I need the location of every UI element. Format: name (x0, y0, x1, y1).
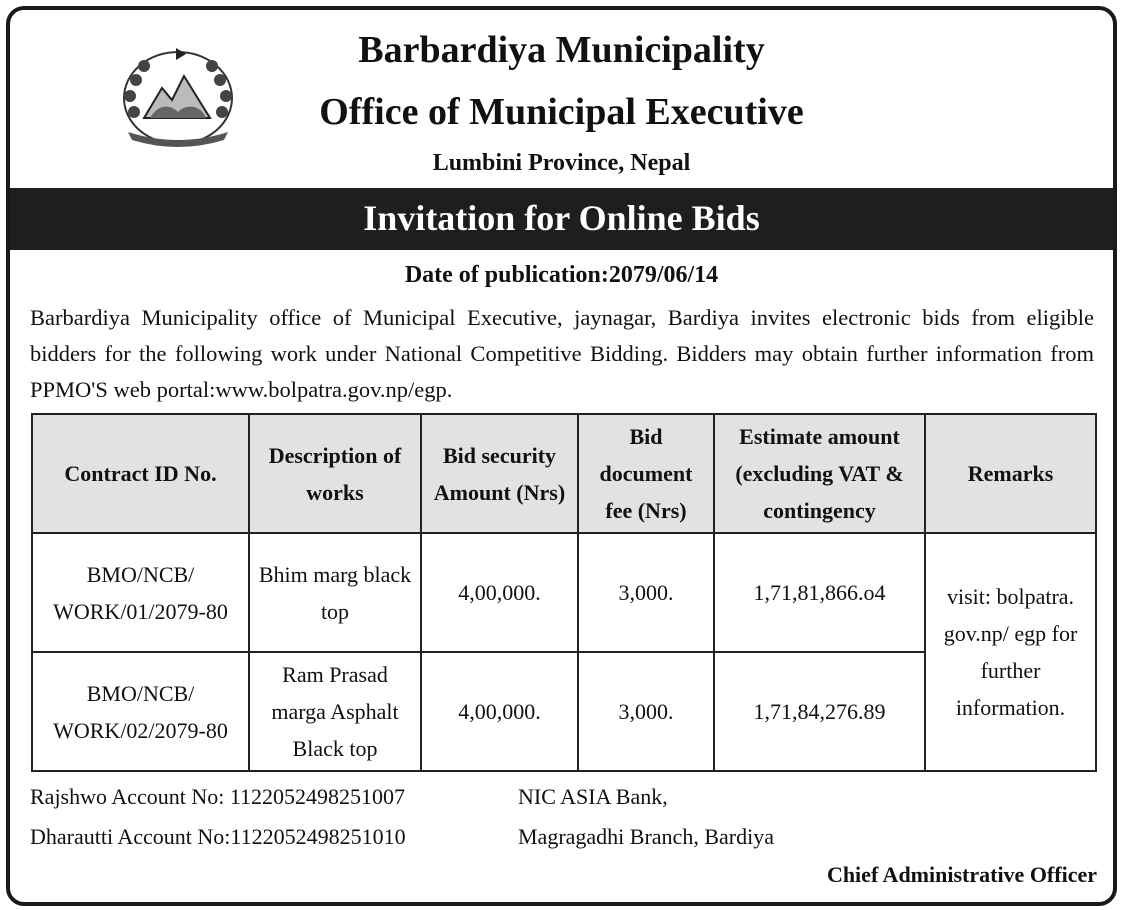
office-name: Office of Municipal Executive (319, 91, 804, 133)
description-cell: Bhim marg black top (249, 533, 421, 652)
publication-date: Date of publication:2079/06/14 (404, 262, 719, 288)
province-line: Lumbini Province, Nepal (432, 150, 691, 176)
header-estimate: Estimate amount (excluding VAT & contingency (714, 414, 925, 533)
bank-name: NIC ASIA Bank, (518, 784, 668, 809)
bids-table (31, 413, 1097, 772)
header-remarks: Remarks (925, 414, 1096, 533)
signoff: Chief Administrative Officer (826, 862, 1097, 887)
header-bid-security: Bid security Amount (Nrs) (421, 414, 578, 533)
contract-id-cell: BMO/NCB/ WORK/02/2079-80 (32, 652, 249, 771)
header-doc-fee: Bid document fee (Nrs) (578, 414, 714, 533)
estimate-cell: 1,71,81,866.o4 (714, 533, 925, 652)
dharautti-account: Dharautti Account No:1122052498251010 (30, 824, 406, 849)
title-banner (10, 188, 1113, 250)
bid-security-cell: 4,00,000. (421, 652, 578, 771)
remarks-cell: visit: bolpatra. gov.np/ egp for further information. (925, 533, 1096, 771)
notice-frame (6, 6, 1117, 906)
bid-security-cell: 4,00,000. (421, 533, 578, 652)
org-name: Barbardiya Municipality (358, 29, 765, 71)
banner-title: Invitation for Online Bids (363, 198, 760, 238)
rajshwo-account: Rajshwo Account No: 1122052498251007 (30, 784, 405, 809)
bank-branch: Magragadhi Branch, Bardiya (518, 824, 774, 849)
header-description: Description of works (249, 414, 421, 533)
doc-fee-cell: 3,000. (578, 652, 714, 771)
doc-fee-cell: 3,000. (578, 533, 714, 652)
contract-id-cell: BMO/NCB/ WORK/01/2079-80 (32, 533, 249, 652)
table-header-row (32, 414, 1096, 533)
estimate-cell: 1,71,84,276.89 (714, 652, 925, 771)
description-cell: Ram Prasad marga Asphalt Black top (249, 652, 421, 771)
table-row (32, 533, 1096, 652)
header-contract-id: Contract ID No. (32, 414, 249, 533)
intro-paragraph: Barbardiya Municipality office of Municipal Executive, jaynagar, Bardiya invites electronic bids from eligible bidders for the following work under National Competitive Bidding. Bidders may obtain further information from PPMO'S web portal:www.bolpatra.gov.np/egp. (30, 305, 1094, 402)
